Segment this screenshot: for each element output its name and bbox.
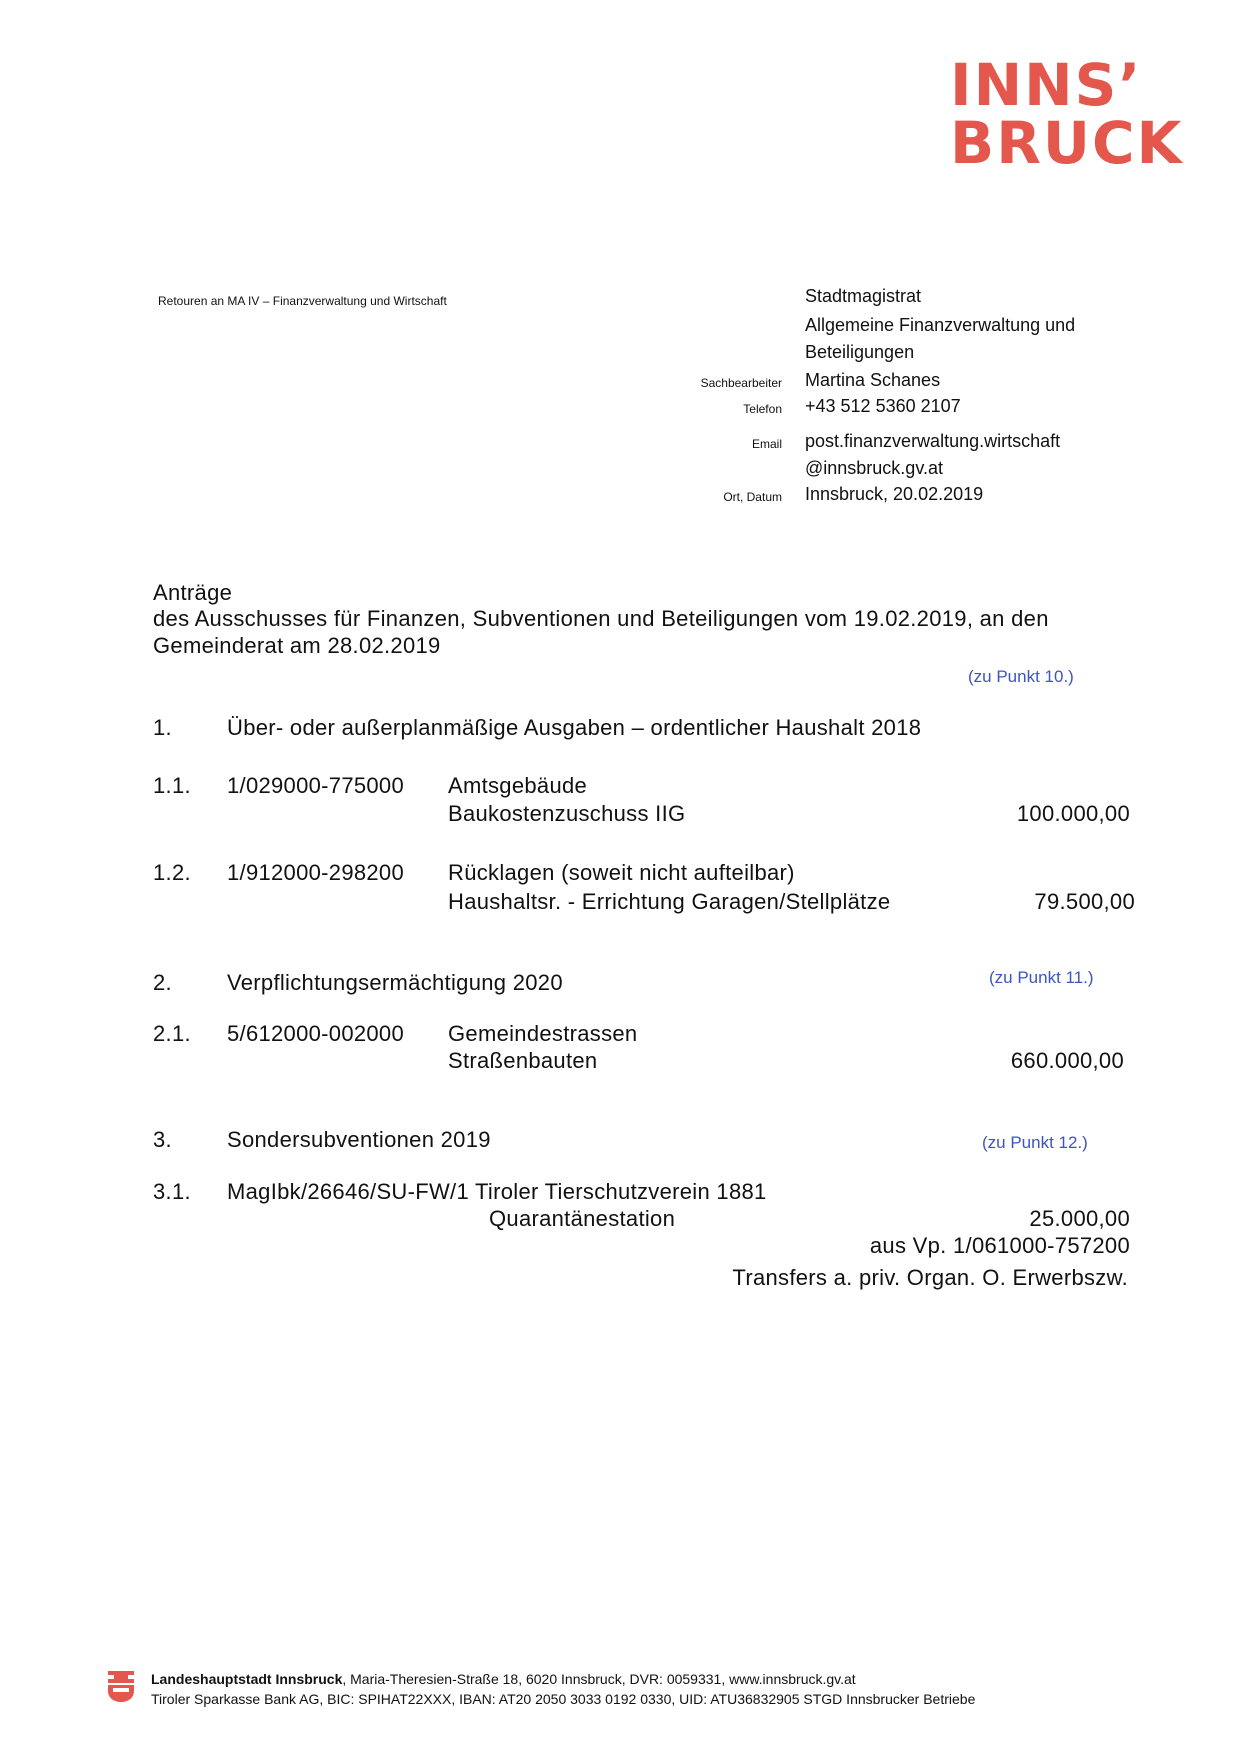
item-1-2-title: Rücklagen (soweit nicht aufteilbar) — [448, 860, 795, 885]
item-2-1-number: 2.1. — [153, 1021, 191, 1046]
footer-line-2: Tiroler Sparkasse Bank AG, BIC: SPIHAT22XXX, IBAN: AT20 2050 3033 0192 0330, UID: ATU36832905 STGD Innsbrucker Betriebe — [151, 1691, 976, 1707]
item-3-1-budget-line: aus Vp. 1/061000-757200 — [869, 1233, 1130, 1258]
item-1-1-amount: 100.000,00 — [1016, 801, 1130, 826]
item-1-2-desc: Haushaltsr. - Errichtung Garagen/Stellplätze — [448, 889, 891, 914]
item-1-2-amount: 79.500,00 — [1034, 889, 1135, 914]
email-label: Email — [751, 437, 782, 451]
clerk-label: Sachbearbeiter — [700, 376, 782, 390]
heading-line-2: des Ausschusses für Finanzen, Subventionen und Beteiligungen vom 19.02.2019, an den — [153, 606, 1049, 631]
section-1-note: (zu Punkt 10.) — [968, 667, 1074, 686]
section-1-title: Über- oder außerplanmäßige Ausgaben – ordentlicher Haushalt 2018 — [227, 715, 922, 740]
city-logo — [950, 51, 1184, 177]
phone-label: Telefon — [743, 402, 782, 416]
item-2-1-code: 5/612000-002000 — [227, 1021, 404, 1046]
item-3-1-number: 3.1. — [153, 1179, 191, 1204]
section-2-number: 2. — [153, 970, 172, 995]
heading-title: Anträge — [153, 580, 233, 605]
item-2-1-desc: Straßenbauten — [448, 1048, 598, 1073]
item-2-1-amount: 660.000,00 — [1010, 1048, 1124, 1073]
item-2-1-title: Gemeindestrassen — [448, 1021, 638, 1046]
clerk-value: Martina Schanes — [805, 370, 941, 390]
logo-line-2: BRUCK — [950, 109, 1184, 177]
heading-line-3: Gemeinderat am 28.02.2019 — [153, 633, 441, 658]
section-2-title: Verpflichtungsermächtigung 2020 — [227, 970, 563, 995]
item-3-1-code: MagIbk/26646/SU-FW/1 Tiroler Tierschutzverein 1881 — [227, 1179, 767, 1204]
section-3-title: Sondersubventionen 2019 — [227, 1127, 491, 1152]
phone-value: +43 512 5360 2107 — [805, 396, 961, 416]
section-3-number: 3. — [153, 1127, 172, 1152]
sender-department-cont: Beteiligungen — [805, 342, 915, 362]
sender-department: Allgemeine Finanzverwaltung und — [805, 315, 1076, 335]
item-3-1-amount: 25.000,00 — [1029, 1206, 1130, 1231]
item-1-2-number: 1.2. — [153, 860, 191, 885]
item-3-1-budget-desc: Transfers a. priv. Organ. O. Erwerbszw. — [732, 1265, 1128, 1290]
email-value-domain: @innsbruck.gv.at — [805, 458, 943, 478]
item-3-1-desc: Quarantänestation — [489, 1206, 676, 1231]
footer-address: , Maria-Theresien-Straße 18, 6020 Innsbruck, DVR: 0059331, www.innsbruck.gv.at — [342, 1671, 856, 1687]
footer-city-name: Landeshauptstadt Innsbruck — [151, 1671, 343, 1687]
city-shield-icon — [106, 1669, 136, 1703]
logo-line-1: INNS’ — [950, 51, 1143, 119]
date-value: Innsbruck, 20.02.2019 — [805, 484, 984, 504]
section-2-note: (zu Punkt 11.) — [989, 968, 1094, 987]
item-1-1-desc: Baukostenzuschuss IIG — [448, 801, 686, 826]
footer-line-1 — [151, 1671, 856, 1687]
item-1-1-title: Amtsgebäude — [448, 773, 588, 798]
sender-office: Stadtmagistrat — [805, 286, 922, 306]
item-1-2-code: 1/912000-298200 — [227, 860, 404, 885]
section-1-number: 1. — [153, 715, 172, 740]
return-address: Retouren an MA IV – Finanzverwaltung und Wirtschaft — [158, 294, 447, 308]
email-value: post.finanzverwaltung.wirtschaft — [805, 431, 1061, 451]
date-label: Ort, Datum — [723, 490, 782, 504]
item-1-1-code: 1/029000-775000 — [227, 773, 404, 798]
section-3-note: (zu Punkt 12.) — [982, 1133, 1088, 1152]
item-1-1-number: 1.1. — [153, 773, 191, 798]
